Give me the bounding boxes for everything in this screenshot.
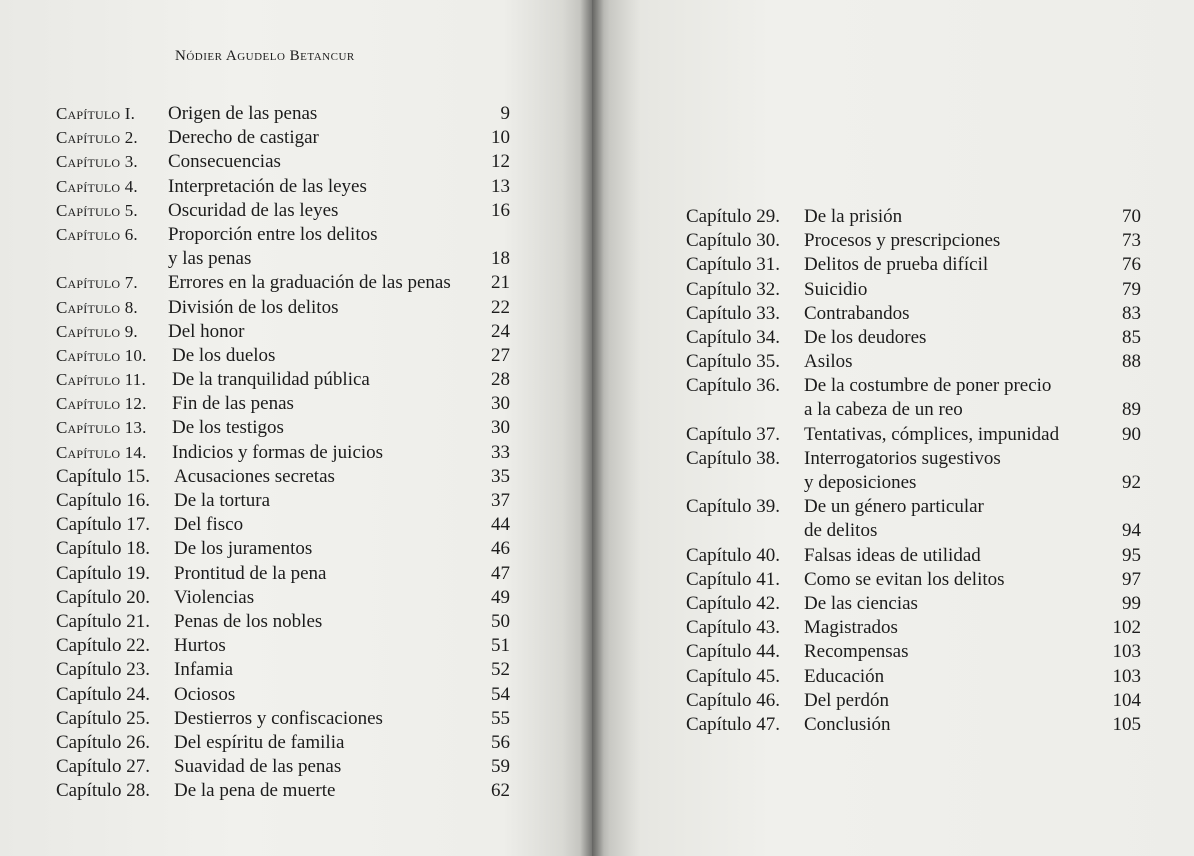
page-number: 89 [1122, 399, 1141, 421]
page-number: 95 [1122, 544, 1141, 566]
page-number: 90 [1122, 423, 1141, 445]
page-number: 27 [491, 344, 510, 366]
chapter-title-line: Proporción entre los delitos [168, 223, 378, 245]
chapter-title [804, 229, 1000, 253]
chapter-title-line: Errores en la graduación de las penas [168, 272, 451, 294]
chapter-title [174, 586, 254, 610]
chapter-number: Capítulo 27. [56, 756, 150, 778]
chapter-title [174, 683, 235, 707]
chapter-title [174, 610, 322, 634]
left-page [0, 0, 592, 856]
chapter-title-line: Consecuencias [168, 151, 281, 173]
toc-entry [686, 640, 1141, 664]
chapter-title-line: Delitos de prueba difícil [804, 254, 989, 276]
chapter-title [174, 779, 335, 803]
toc-entry [56, 175, 510, 199]
toc-entry [686, 665, 1141, 689]
toc-entry [56, 489, 510, 513]
toc-entry [686, 495, 1141, 543]
chapter-title-line: Suicidio [804, 278, 868, 300]
chapter-number: Capítulo 30. [686, 230, 780, 252]
chapter-title-line: Del fisco [174, 514, 244, 536]
page-number: 22 [491, 296, 510, 318]
page-number: 10 [491, 127, 510, 149]
chapter-title-line: Destierros y confiscaciones [174, 707, 383, 729]
chapter-title-line: De un género particular [804, 496, 984, 518]
toc-entry [56, 441, 510, 465]
page-number: 35 [491, 465, 510, 487]
chapter-number: Capítulo 38. [686, 447, 780, 469]
chapter-title-line: Asilos [804, 351, 853, 373]
toc-entry [56, 779, 510, 803]
chapter-number: Capítulo 35. [686, 351, 780, 373]
chapter-number: Capítulo 26. [56, 731, 150, 753]
chapter-title [804, 350, 853, 374]
toc-entry [686, 229, 1141, 253]
chapter-title [804, 544, 981, 568]
chapter-title-line: Del honor [168, 320, 245, 342]
chapter-title-line: Derecho de castigar [168, 127, 319, 149]
chapter-title [804, 278, 867, 302]
chapter-title [172, 441, 383, 465]
toc-entry [56, 271, 510, 295]
chapter-title-line: Falsas ideas de utilidad [804, 544, 981, 566]
page-number: 18 [491, 247, 510, 269]
chapter-number: Capítulo 23. [56, 659, 150, 681]
page-number: 52 [491, 659, 510, 681]
toc-entry [56, 562, 510, 586]
chapter-title [168, 126, 319, 150]
chapter-title-line: Acusaciones secretas [174, 465, 335, 487]
chapter-title [804, 592, 918, 616]
page-number: 73 [1122, 230, 1141, 252]
chapter-number: Capítulo 46. [686, 689, 780, 711]
page-number: 55 [491, 707, 510, 729]
page-number: 46 [491, 538, 510, 560]
chapter-title-line: Procesos y prescripciones [804, 230, 1001, 252]
chapter-title [804, 616, 898, 640]
page-number: 12 [491, 151, 510, 173]
chapter-title [804, 495, 984, 543]
chapter-title-line: Conclusión [804, 713, 891, 735]
page-number: 33 [491, 441, 510, 463]
chapter-number: Capítulo 44. [686, 641, 780, 663]
chapter-title-line: y las penas [168, 247, 252, 269]
chapter-title-line: Contrabandos [804, 302, 910, 324]
page-number: 50 [491, 610, 510, 632]
toc-entry [686, 689, 1141, 713]
toc-entry [56, 610, 510, 634]
chapter-title-line: Del perdón [804, 689, 889, 711]
chapter-title-line: De los juramentos [174, 538, 313, 560]
chapter-number: Capítulo 14. [56, 442, 147, 462]
chapter-number: Capítulo 7. [56, 273, 138, 293]
chapter-title [174, 731, 344, 755]
toc-entry [686, 374, 1141, 422]
chapter-title [804, 423, 1059, 447]
chapter-title-line: Penas de los nobles [174, 610, 323, 632]
chapter-title-line: Educación [804, 665, 885, 687]
chapter-number: Capítulo 36. [686, 375, 780, 397]
chapter-title [172, 368, 370, 392]
toc-entry [686, 302, 1141, 326]
chapter-number: Capítulo 40. [686, 544, 780, 566]
page-number: 9 [500, 103, 510, 124]
toc-entry [56, 683, 510, 707]
chapter-number: Capítulo 47. [686, 713, 780, 735]
chapter-title [172, 392, 294, 416]
toc-entry [56, 102, 510, 126]
chapter-number: Capítulo 11. [56, 370, 146, 390]
chapter-title [174, 562, 327, 586]
toc-entry [56, 731, 510, 755]
page-number: 102 [1112, 617, 1141, 639]
chapter-title-line: Prontitud de la pena [174, 562, 327, 584]
chapter-number: Capítulo 42. [686, 593, 780, 615]
page-number: 76 [1122, 254, 1141, 276]
chapter-title-line: De la prisión [804, 206, 903, 227]
page-number: 103 [1112, 665, 1141, 687]
page-number: 104 [1112, 689, 1141, 711]
page-number: 54 [491, 683, 510, 705]
chapter-number: Capítulo 8. [56, 297, 138, 317]
chapter-number: Capítulo 12. [56, 394, 147, 414]
toc-entry [686, 447, 1141, 495]
toc-entry [686, 205, 1141, 229]
chapter-title-line: Recompensas [804, 641, 909, 663]
page-number: 103 [1112, 641, 1141, 663]
chapter-title [172, 416, 284, 440]
chapter-number: Capítulo 22. [56, 635, 150, 657]
chapter-title-line: Interpretación de las leyes [168, 175, 367, 197]
book-gutter-shadow [580, 0, 604, 856]
chapter-title-line: De los deudores [804, 326, 927, 348]
toc-entry [56, 320, 510, 344]
chapter-title [804, 326, 926, 350]
toc-entry [56, 150, 510, 174]
chapter-title [168, 199, 338, 223]
chapter-title [168, 175, 367, 199]
page-number: 59 [491, 756, 510, 778]
chapter-number: Capítulo 45. [686, 665, 780, 687]
toc-entry [56, 465, 510, 489]
chapter-title-line: Violencias [174, 586, 255, 608]
chapter-number: Capítulo 20. [56, 586, 150, 608]
page-number: 30 [491, 417, 510, 439]
page-number: 83 [1122, 302, 1141, 324]
chapter-number: Capítulo 25. [56, 707, 150, 729]
chapter-title-line: De las ciencias [804, 593, 918, 615]
page-number: 44 [491, 514, 510, 536]
chapter-number: Capítulo 39. [686, 496, 780, 518]
chapter-title [804, 665, 884, 689]
chapter-number: Capítulo 31. [686, 254, 780, 276]
chapter-title [168, 320, 245, 344]
chapter-number: Capítulo I. [56, 104, 136, 123]
chapter-title-line: De la tortura [174, 490, 271, 512]
chapter-title [174, 465, 335, 489]
toc-entry [56, 296, 510, 320]
chapter-title-line: Del espíritu de familia [174, 731, 345, 753]
toc-entry [56, 416, 510, 440]
toc-entry [56, 537, 510, 561]
chapter-title [168, 271, 451, 295]
page-number: 94 [1122, 520, 1141, 542]
toc-entry [686, 713, 1141, 737]
chapter-title-line: De los duelos [172, 344, 276, 366]
chapter-number: Capítulo 33. [686, 302, 780, 324]
page-number: 28 [491, 369, 510, 391]
chapter-title [174, 707, 383, 731]
page-number: 30 [491, 393, 510, 415]
toc-entry [686, 568, 1141, 592]
chapter-title [168, 150, 281, 174]
page-number: 105 [1112, 713, 1141, 735]
page-number: 97 [1122, 568, 1141, 590]
page-number: 56 [491, 731, 510, 753]
chapter-title [804, 374, 1051, 422]
chapter-title [172, 344, 275, 368]
chapter-title [168, 296, 338, 320]
chapter-title-line: Oscuridad de las leyes [168, 199, 339, 221]
chapter-title-line: Infamia [174, 659, 234, 681]
toc-entry [56, 199, 510, 223]
chapter-title-line: De la costumbre de poner precio [804, 375, 1052, 397]
chapter-title [174, 658, 233, 682]
chapter-title [804, 205, 902, 229]
chapter-title [174, 755, 341, 779]
toc-entry [56, 586, 510, 610]
chapter-number: Capítulo 37. [686, 423, 780, 445]
toc-entry [56, 513, 510, 537]
chapter-title [168, 102, 317, 126]
chapter-number: Capítulo 28. [56, 780, 150, 802]
chapter-title-line: División de los delitos [168, 296, 339, 318]
page-number: 37 [491, 490, 510, 512]
chapter-number: Capítulo 4. [56, 176, 138, 196]
toc-entry [56, 392, 510, 416]
chapter-title-line: Ociosos [174, 683, 236, 705]
chapter-title [804, 640, 908, 664]
chapter-title [804, 568, 1005, 592]
chapter-number: Capítulo 10. [56, 345, 147, 365]
chapter-title-line: Tentativas, cómplices, impunidad [804, 423, 1060, 445]
chapter-title [804, 689, 889, 713]
chapter-number: Capítulo 18. [56, 538, 150, 560]
chapter-number: Capítulo 2. [56, 128, 138, 148]
toc-entry [56, 223, 510, 271]
chapter-title-line: Suavidad de las penas [174, 756, 342, 778]
chapter-title [174, 513, 243, 537]
toc-entry [686, 278, 1141, 302]
page-number: 70 [1122, 206, 1141, 227]
chapter-title-line: Como se evitan los delitos [804, 568, 1005, 590]
page-number: 88 [1122, 351, 1141, 373]
page-number: 51 [491, 635, 510, 657]
chapter-title [804, 302, 910, 326]
chapter-title-line: y deposiciones [804, 471, 917, 493]
toc-entry [686, 544, 1141, 568]
chapter-title-line: Indicios y formas de juicios [172, 441, 384, 463]
toc-entry [686, 326, 1141, 350]
toc-entry [686, 423, 1141, 447]
page-number: 16 [491, 199, 510, 221]
chapter-title-line: De los testigos [172, 417, 284, 439]
chapter-title-line: De la pena de muerte [174, 780, 336, 802]
toc-entry [56, 634, 510, 658]
page-number: 62 [491, 780, 510, 802]
chapter-number: Capítulo 29. [686, 206, 780, 227]
chapter-title-line: de delitos [804, 520, 878, 542]
chapter-title [174, 537, 312, 561]
toc-entry [56, 368, 510, 392]
chapter-number: Capítulo 3. [56, 152, 138, 172]
chapter-number: Capítulo 34. [686, 326, 780, 348]
right-page [592, 0, 1194, 856]
chapter-title [168, 223, 378, 271]
toc-entry [686, 616, 1141, 640]
chapter-number: Capítulo 15. [56, 465, 150, 487]
chapter-number: Capítulo 24. [56, 683, 150, 705]
chapter-title [804, 713, 891, 737]
running-head: Nódier Agudelo Betancur [175, 48, 355, 64]
page-number: 79 [1122, 278, 1141, 300]
chapter-number: Capítulo 13. [56, 418, 147, 438]
chapter-number: Capítulo 21. [56, 610, 150, 632]
toc-entry [56, 344, 510, 368]
page-number: 47 [491, 562, 510, 584]
chapter-title [804, 253, 988, 277]
chapter-title-line: Origen de las penas [168, 103, 318, 124]
chapter-title [804, 447, 1001, 495]
page-number: 21 [491, 272, 510, 294]
chapter-number: Capítulo 32. [686, 278, 780, 300]
chapter-title-line: Fin de las penas [172, 393, 294, 415]
page-number: 13 [491, 175, 510, 197]
toc-entry [56, 658, 510, 682]
chapter-title-line: Interrogatorios sugestivos [804, 447, 1001, 469]
toc-right-list [686, 205, 1141, 737]
page-number: 99 [1122, 593, 1141, 615]
page-number: 85 [1122, 326, 1141, 348]
chapter-title-line: a la cabeza de un reo [804, 399, 963, 421]
chapter-title-line: De la tranquilidad pública [172, 369, 370, 391]
page-number: 49 [491, 586, 510, 608]
page-number: 92 [1122, 471, 1141, 493]
chapter-title [174, 489, 270, 513]
toc-entry [686, 253, 1141, 277]
chapter-number: Capítulo 16. [56, 490, 150, 512]
chapter-number: Capítulo 9. [56, 321, 138, 341]
toc-entry [56, 126, 510, 150]
chapter-number: Capítulo 19. [56, 562, 150, 584]
toc-entry [56, 707, 510, 731]
toc-entry [56, 755, 510, 779]
toc-left-list [56, 102, 510, 803]
chapter-number: Capítulo 43. [686, 617, 780, 639]
chapter-title-line: Magistrados [804, 617, 898, 639]
chapter-number: Capítulo 17. [56, 514, 150, 536]
chapter-number: Capítulo 6. [56, 224, 138, 244]
chapter-number: Capítulo 5. [56, 200, 138, 220]
toc-entry [686, 592, 1141, 616]
page-number: 24 [491, 320, 510, 342]
toc-entry [686, 350, 1141, 374]
chapter-number: Capítulo 41. [686, 568, 780, 590]
chapter-title [174, 634, 226, 658]
chapter-title-line: Hurtos [174, 635, 226, 657]
